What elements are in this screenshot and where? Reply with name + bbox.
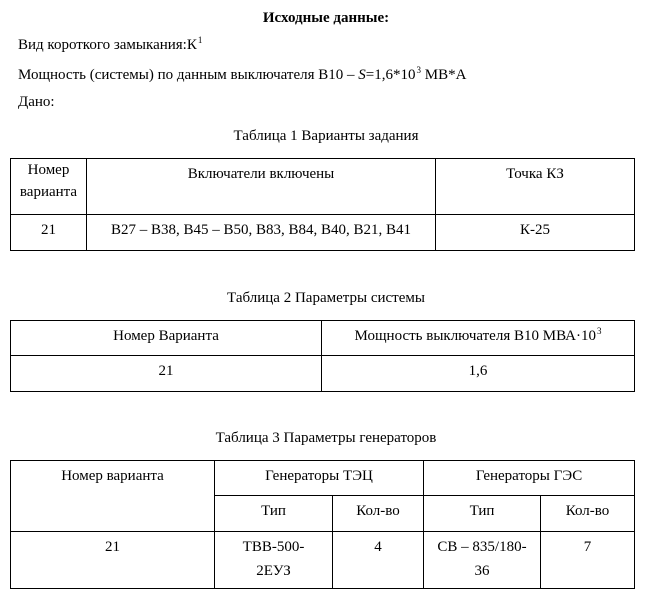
system-power-symbol: S [358,67,366,83]
table3-header-variant: Номер варианта [11,461,215,532]
table-row [11,532,635,589]
variants-table [10,158,635,251]
table2-header-row [11,321,635,356]
table2-header-power-sup: 3 [596,326,602,336]
system-power-equation: =1,6*10 [365,67,416,83]
table1-header-switches: Включатели включены [87,159,436,215]
given-label: Дано: [18,94,55,110]
table3-cell-tec-type-l2: 2ЕУЗ [256,563,291,579]
table2-header-variant: Номер Варианта [11,321,322,356]
table1-cell-variant: 21 [11,215,87,251]
table3-cell-variant: 21 [11,532,215,589]
table3-header-ges-count: Кол-во [541,496,635,532]
generators-table [10,460,635,589]
system-power-sup: 3 [416,65,421,75]
table-row [11,215,635,251]
table2-cell-variant: 21 [11,356,322,392]
table-row [11,356,635,392]
table3-cell-tec-type [215,532,333,589]
system-power-line [18,66,466,85]
table1-cell-switches: В27 – В38, В45 – В50, В83, В84, В40, В21, В41 [87,215,436,251]
short-circuit-type-sup: 1 [197,35,203,45]
table2-header-power [322,321,635,356]
table3-caption: Таблица 3 Параметры генераторов [215,430,437,446]
table3-header-tec-count: Кол-во [333,496,424,532]
page-heading: Исходные данные: [262,10,390,26]
table3-header-row [11,461,635,496]
table3-cell-ges-type-l1: СВ – 835/180- [437,539,527,555]
table3-cell-ges-type-l2: 36 [474,563,490,579]
table1-caption: Таблица 1 Варианты задания [233,128,419,144]
system-power-prefix: Мощность (системы) по данным выключателя В10 – [18,67,359,83]
table3-header-ges: Генераторы ГЭС [424,461,635,496]
system-power-unit: МВ*А [420,67,467,83]
system-params-table [10,320,635,392]
table3-header-ges-type: Тип [424,496,541,532]
table3-cell-tec-type-l1: ТВВ-500- [242,539,305,555]
table2-header-power-text: Мощность выключателя В10 МВА·10 [354,328,596,344]
table1-header-variant-l2: варианта [19,184,78,200]
table1-header-point: Точка КЗ [436,159,635,215]
table2-caption: Таблица 2 Параметры системы [227,290,425,306]
table3-cell-ges-count: 7 [541,532,635,589]
table1-header-variant-l1: Номер [27,162,70,178]
table1-header-row [11,159,635,215]
table3-header-tec: Генераторы ТЭЦ [215,461,424,496]
table2-cell-power: 1,6 [322,356,635,392]
table3-cell-ges-type [424,532,541,589]
short-circuit-type-text: Вид короткого замыкания:К [18,37,197,53]
short-circuit-type-line [18,36,202,55]
table1-cell-point: К-25 [436,215,635,251]
table3-header-tec-type: Тип [215,496,333,532]
table1-header-variant [11,159,87,215]
table3-cell-tec-count: 4 [333,532,424,589]
